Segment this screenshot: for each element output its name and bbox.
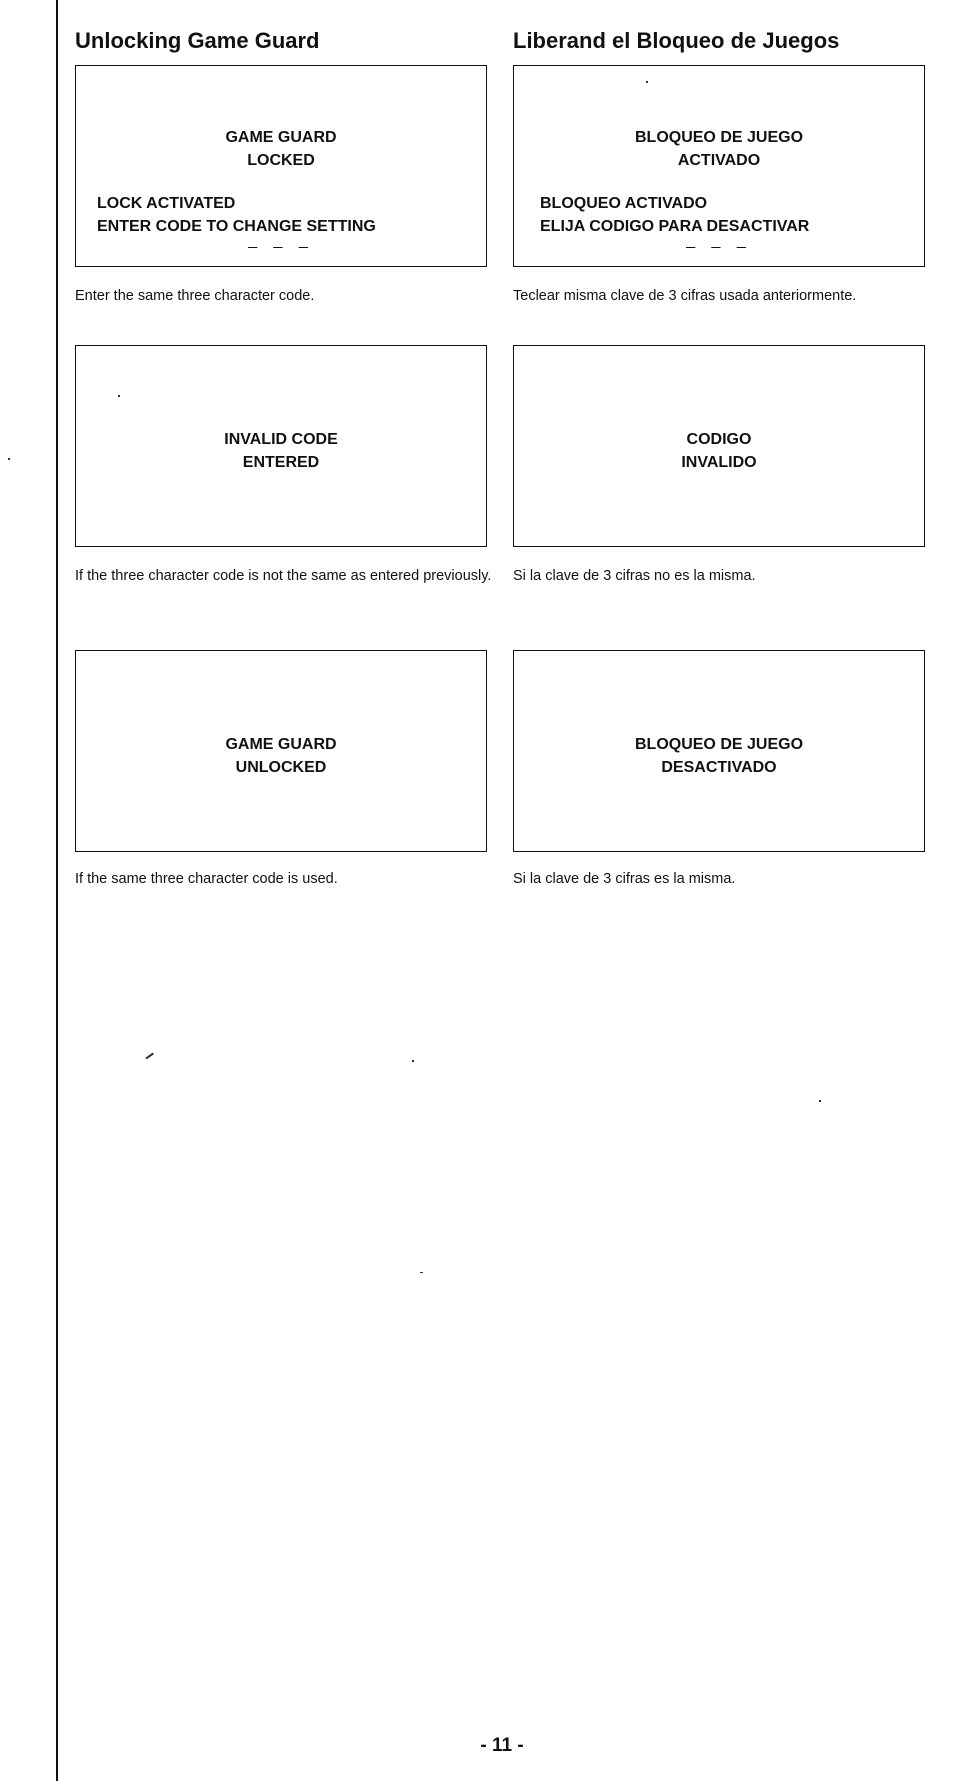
scan-speck bbox=[145, 1053, 153, 1059]
caption: Enter the same three character code. bbox=[75, 288, 315, 304]
scan-speck bbox=[646, 81, 648, 83]
screen-line: INVALIDO bbox=[681, 454, 757, 471]
locked-screen-es bbox=[513, 65, 925, 267]
unlocked-screen-es bbox=[513, 650, 925, 852]
screen-line: LOCKED bbox=[247, 152, 315, 169]
screen-line: BLOQUEO ACTIVADO bbox=[540, 195, 708, 212]
caption: Si la clave de 3 cifras no es la misma. bbox=[513, 568, 756, 584]
unlocked-screen-en bbox=[75, 650, 487, 852]
screen-line: BLOQUEO DE JUEGO bbox=[634, 129, 804, 146]
screen-line: ENTERED bbox=[242, 454, 320, 471]
scan-speck bbox=[8, 458, 10, 460]
caption: If the three character code is not the same as entered previously. bbox=[75, 568, 492, 584]
caption: Teclear misma clave de 3 cifras usada anteriormente. bbox=[513, 288, 857, 304]
caption: If the same three character code is used. bbox=[75, 871, 338, 887]
screen-line: LOCK ACTIVATED bbox=[97, 195, 236, 212]
screen-line: GAME GUARD bbox=[225, 129, 337, 146]
screen-line: ACTIVADO bbox=[677, 152, 761, 169]
screen-line: ENTER CODE TO CHANGE SETTING bbox=[97, 218, 376, 235]
margin-rule bbox=[56, 0, 58, 1781]
scan-speck bbox=[819, 1100, 821, 1102]
scan-speck bbox=[412, 1060, 414, 1062]
invalid-screen-es bbox=[513, 345, 925, 547]
scan-speck bbox=[420, 1272, 423, 1273]
code-placeholder: _ _ _ bbox=[248, 232, 314, 249]
invalid-screen-en bbox=[75, 345, 487, 547]
screen-line: INVALID CODE bbox=[224, 431, 338, 448]
screen-line: CODIGO bbox=[686, 431, 752, 448]
screen-line: DESACTIVADO bbox=[661, 759, 777, 776]
spanish-heading: Liberand el Bloqueo de Juegos bbox=[513, 28, 840, 53]
screen-line: GAME GUARD bbox=[225, 736, 337, 753]
scan-speck bbox=[118, 395, 120, 397]
screen-line: UNLOCKED bbox=[235, 759, 327, 776]
english-heading: Unlocking Game Guard bbox=[75, 28, 320, 53]
screen-line: ELIJA CODIGO PARA DESACTIVAR bbox=[540, 218, 810, 235]
caption: Si la clave de 3 cifras es la misma. bbox=[513, 871, 736, 887]
locked-screen-en bbox=[75, 65, 487, 267]
screen-line: BLOQUEO DE JUEGO bbox=[634, 736, 804, 753]
code-placeholder: _ _ _ bbox=[686, 232, 752, 249]
page-number: - 11 - bbox=[480, 1735, 524, 1756]
